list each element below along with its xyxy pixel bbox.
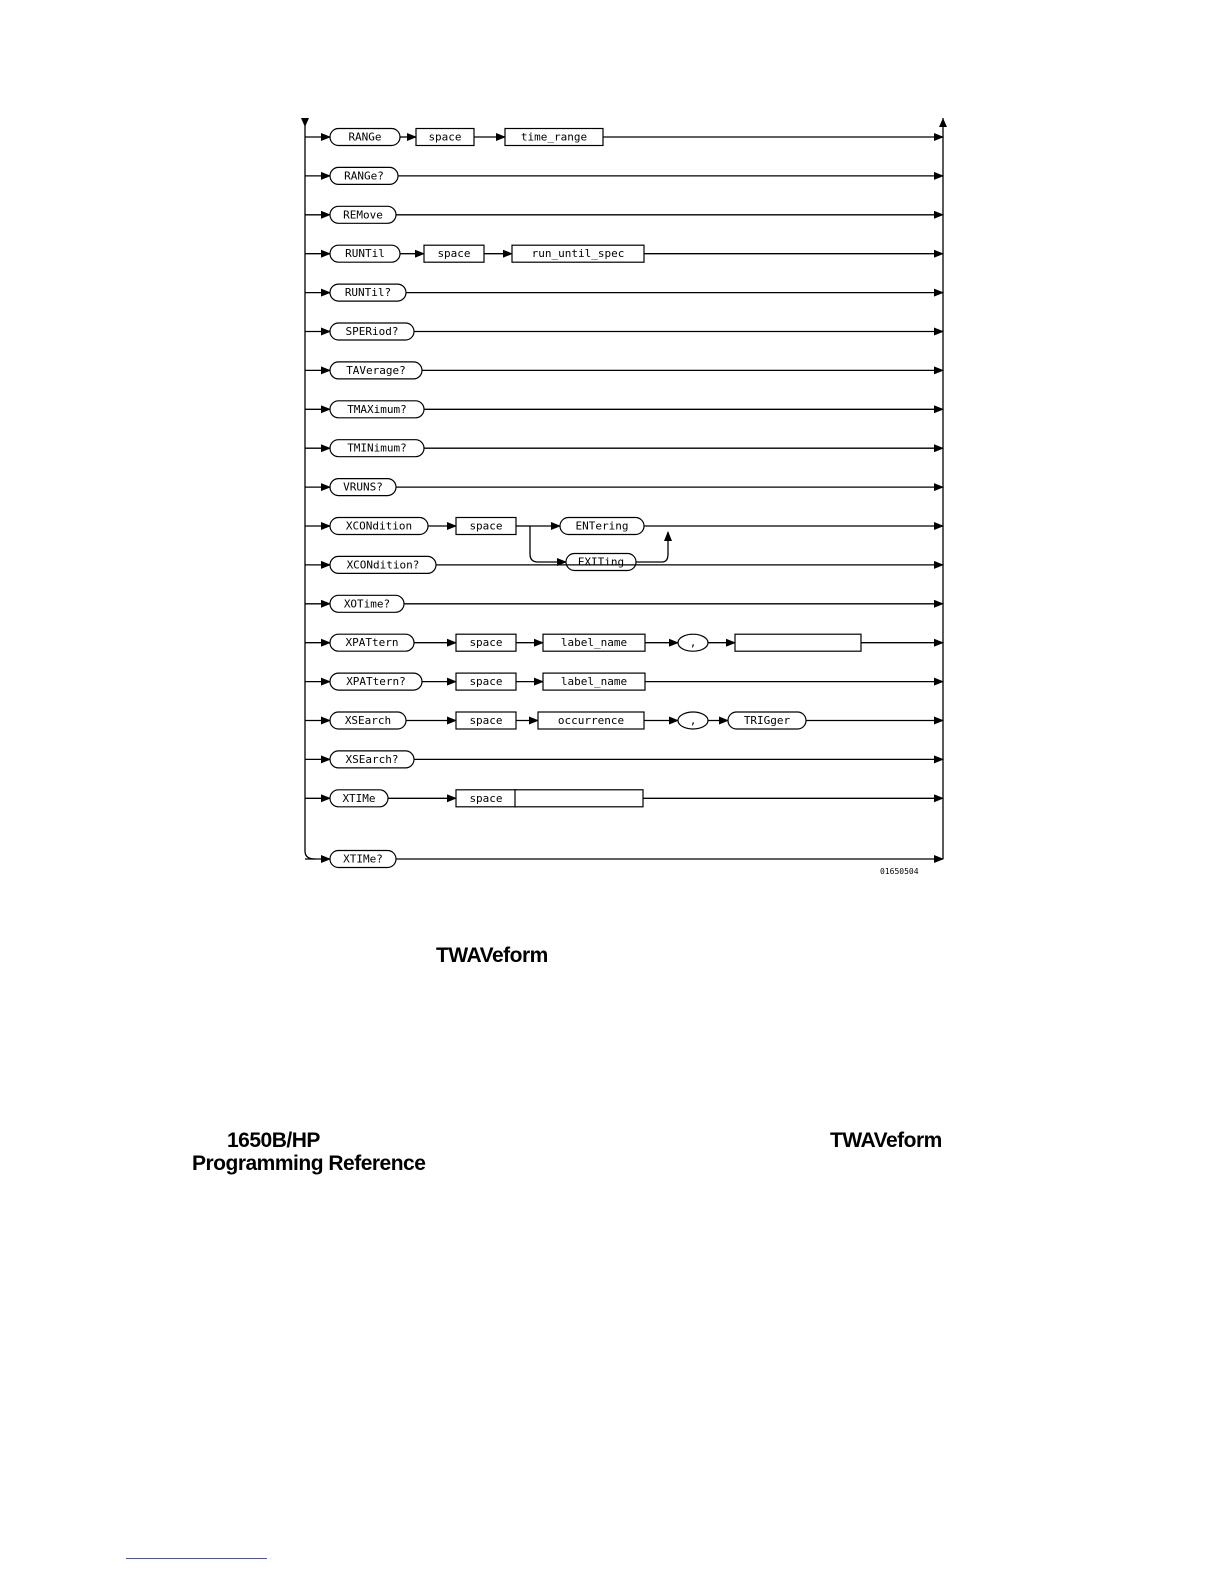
exit-arrow: [939, 118, 947, 127]
row-range: [305, 129, 943, 146]
parameter-text: space: [469, 675, 503, 689]
row-xpattern-query: [305, 673, 943, 690]
keyword-text: XSEarch: [344, 714, 392, 727]
row-runtil-query: [305, 284, 943, 301]
parameter-text: run_until_spec: [531, 247, 625, 261]
separator-text: ,: [689, 636, 697, 650]
row-runtil: [305, 245, 943, 262]
figure-id: 01650504: [880, 867, 919, 876]
row-xsearch-query: [305, 751, 943, 768]
keyword-text: REMove: [343, 208, 383, 222]
row-speriod-query: [305, 323, 943, 340]
separator-text: ,: [689, 714, 697, 727]
keyword-text: TMINimum?: [347, 441, 407, 455]
row-xsearch: [305, 712, 943, 729]
footer-rule: [126, 1558, 267, 1559]
parameter-text: label_name: [560, 675, 628, 689]
keyword-text: XCONdition: [345, 519, 413, 533]
keyword-text: RANGe?: [344, 169, 384, 183]
footer-manual: Programming Reference: [192, 1152, 426, 1175]
keyword-text: RANGe: [348, 130, 382, 144]
row-tmaximum-query: [305, 401, 943, 418]
keyword-text: RUNTil?: [344, 286, 392, 300]
row-range-query: [305, 167, 943, 184]
keyword-text: XTIMe?: [343, 852, 383, 866]
keyword-text: XOTime?: [343, 597, 391, 611]
keyword-text: TMAXimum?: [347, 402, 407, 416]
branch-curve: [530, 554, 538, 562]
parameter-text: occurrence: [557, 714, 625, 727]
keyword-text: VRUNS?: [343, 480, 383, 494]
parameter-text: space: [469, 791, 503, 805]
row-vruns-query: [305, 479, 943, 496]
row-xotime-query: [305, 595, 943, 612]
keyword-text: TAVerage?: [346, 363, 406, 377]
keyword-text: XPATtern: [345, 636, 399, 650]
keyword-text: XCONdition?: [346, 558, 420, 572]
row-tminimum-query: [305, 440, 943, 457]
keyword-text: XSEarch?: [345, 752, 399, 766]
entry-arrow: [301, 118, 309, 127]
keyword-text: EXITing: [577, 555, 625, 569]
keyword-text: RUNTil: [345, 247, 385, 261]
footer-product: 1650B/HP: [227, 1129, 320, 1152]
parameter-text: space: [469, 636, 503, 650]
keyword-text: XPATtern?: [346, 675, 406, 689]
parameter-box: [735, 634, 861, 651]
diagram-rails: [301, 118, 947, 859]
row-xpattern: [305, 634, 943, 651]
row-taverage-query: [305, 362, 943, 379]
keyword-text: XTIMe: [342, 791, 376, 805]
parameter-text: time_range: [520, 130, 588, 144]
footer-section: TWAVeform: [830, 1129, 942, 1152]
row-xtime-query: [305, 851, 943, 868]
parameter-text: space: [437, 247, 471, 261]
keyword-text: SPERiod?: [345, 325, 399, 338]
branch-curve: [662, 554, 668, 562]
parameter-box: [515, 790, 643, 807]
parameter-text: label_name: [560, 636, 628, 650]
parameter-text: space: [469, 714, 503, 727]
keyword-text: TRIGger: [743, 714, 791, 727]
section-title: TWAVeform: [436, 944, 548, 967]
parameter-text: space: [428, 130, 462, 144]
row-xtime: [305, 790, 943, 807]
parameter-text: space: [469, 519, 503, 533]
rail-corner: [305, 851, 315, 859]
row-remove: [305, 206, 943, 223]
diagram-rows: [305, 129, 943, 868]
keyword-text: ENTering: [575, 519, 629, 533]
